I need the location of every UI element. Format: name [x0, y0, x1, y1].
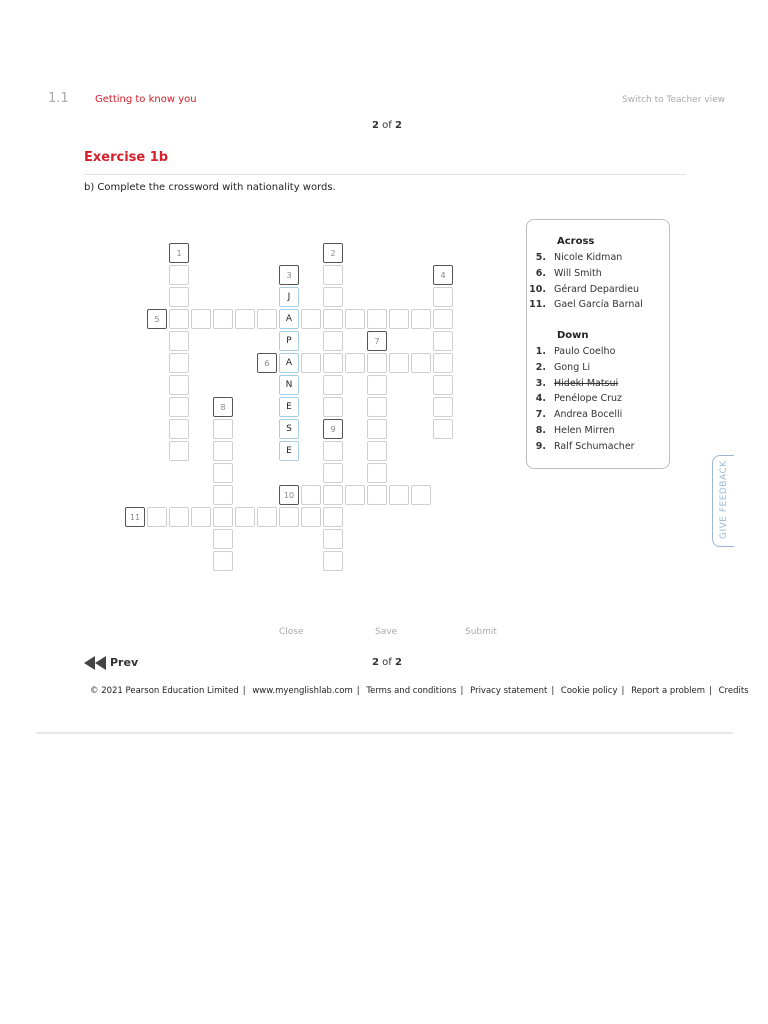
unit-number: 1.1	[48, 91, 69, 106]
crossword-cell-10[interactable]: 10	[279, 485, 299, 505]
crossword-cell[interactable]	[213, 441, 233, 461]
unit-title-link[interactable]: Getting to know you	[95, 94, 197, 105]
crossword-cell[interactable]: J	[279, 287, 299, 307]
page-current: 2	[372, 657, 379, 668]
footer-link-privacy[interactable]: Privacy statement	[470, 686, 548, 696]
page-indicator-top	[372, 120, 402, 131]
down-clue	[527, 441, 671, 455]
crossword-cell[interactable]	[301, 485, 321, 505]
clue-number: 1.	[535, 346, 546, 357]
crossword-cell[interactable]	[323, 485, 343, 505]
crossword-cell[interactable]: A	[279, 309, 299, 329]
close-button[interactable]: Close	[279, 627, 304, 637]
crossword-cell[interactable]	[213, 419, 233, 439]
crossword-cell[interactable]	[389, 353, 409, 373]
across-clue	[527, 252, 671, 266]
crossword-cell[interactable]	[257, 507, 277, 527]
crossword-cell[interactable]	[323, 507, 343, 527]
crossword-cell[interactable]	[323, 265, 343, 285]
crossword-cell[interactable]	[323, 353, 343, 373]
clue-number: 5.	[535, 252, 546, 263]
crossword-cell[interactable]	[147, 507, 167, 527]
footer-link-report[interactable]: Report a problem	[631, 686, 706, 696]
page-indicator-bottom	[372, 657, 402, 668]
crossword-cell[interactable]	[301, 309, 321, 329]
clue-number: 3.	[535, 377, 546, 389]
crossword-cell[interactable]	[411, 353, 431, 373]
page-of: of	[382, 120, 392, 131]
crossword-cell-8[interactable]: 8	[213, 397, 233, 417]
crossword-cell[interactable]	[433, 309, 453, 329]
crossword-cell[interactable]	[367, 309, 387, 329]
crossword-cell-1[interactable]: 1	[169, 243, 189, 263]
crossword-cell-2[interactable]: 2	[323, 243, 343, 263]
crossword-cell[interactable]	[367, 353, 387, 373]
crossword-cell[interactable]	[169, 309, 189, 329]
crossword-cell[interactable]	[213, 551, 233, 571]
crossword-cell[interactable]	[235, 309, 255, 329]
crossword-cell[interactable]	[323, 331, 343, 351]
crossword-cell-4[interactable]: 4	[433, 265, 453, 285]
crossword-cell[interactable]	[367, 485, 387, 505]
rewind-icon[interactable]	[83, 655, 107, 671]
crossword-cell[interactable]	[169, 331, 189, 351]
crossword-cell[interactable]	[169, 375, 189, 395]
crossword-cell[interactable]: A	[279, 353, 299, 373]
clue-number: 11.	[529, 299, 546, 311]
crossword-cell[interactable]	[433, 419, 453, 439]
page-total: 2	[394, 120, 402, 131]
clue-number: 4.	[535, 393, 546, 405]
crossword-cell[interactable]	[433, 331, 453, 351]
crossword-cell[interactable]	[323, 551, 343, 571]
crossword-cell[interactable]	[191, 309, 211, 329]
crossword-cell[interactable]	[411, 485, 431, 505]
exercise-instruction: b) Complete the crossword with nationality words.	[84, 182, 336, 193]
crossword-cell[interactable]: P	[279, 331, 299, 351]
clue-text: Andrea Bocelli	[554, 409, 623, 421]
crossword-cell[interactable]	[367, 397, 387, 417]
crossword-cell[interactable]	[389, 309, 409, 329]
crossword-cell[interactable]	[191, 507, 211, 527]
crossword-cell-7[interactable]: 7	[367, 331, 387, 351]
crossword-cell[interactable]	[433, 353, 453, 373]
crossword-cell[interactable]	[367, 375, 387, 395]
down-clue	[527, 425, 671, 439]
footer-link-terms[interactable]: Terms and conditions	[366, 686, 457, 696]
exercise-title: Exercise 1b	[84, 150, 169, 165]
crossword-cell-9[interactable]: 9	[323, 419, 343, 439]
crossword-cell[interactable]	[323, 463, 343, 483]
footer-links: © 2021 Pearson Education Limited | www.myenglishlab.com | Terms and conditions | Privacy statement | Cookie policy | Report a problem | Credits	[90, 686, 749, 696]
footer-link-cookies[interactable]: Cookie policy	[560, 686, 618, 696]
crossword-cell[interactable]	[301, 353, 321, 373]
clue-number: 8.	[535, 425, 546, 436]
copyright-text: © 2021 Pearson Education Limited	[90, 686, 239, 696]
give-feedback-label[interactable]: GIVE FEEDBACK	[719, 460, 729, 539]
across-clue	[527, 299, 671, 313]
down-clue	[527, 409, 671, 423]
crossword-cell[interactable]: E	[279, 397, 299, 417]
crossword-cell-11[interactable]: 11	[125, 507, 145, 527]
clue-text: Helen Mirren	[554, 425, 615, 436]
clue-text: Hideki Matsui	[554, 377, 619, 389]
crossword-cell[interactable]	[169, 353, 189, 373]
crossword-cell[interactable]: N	[279, 375, 299, 395]
crossword-cell[interactable]	[169, 441, 189, 461]
crossword-cell[interactable]	[345, 309, 365, 329]
clues-panel	[526, 219, 670, 469]
clue-text: Paulo Coelho	[554, 346, 616, 357]
switch-teacher-view-link[interactable]: Switch to Teacher view	[622, 95, 726, 105]
clue-text: Nicole Kidman	[554, 252, 623, 263]
clue-text: Penélope Cruz	[554, 393, 622, 405]
clue-text: Gong Li	[554, 361, 591, 373]
crossword-cell[interactable]	[367, 419, 387, 439]
crossword-cell[interactable]	[169, 287, 189, 307]
page-total: 2	[394, 657, 402, 668]
clue-number: 2.	[535, 361, 546, 373]
crossword-cell[interactable]	[213, 507, 233, 527]
crossword-cell[interactable]: S	[279, 419, 299, 439]
crossword-cell[interactable]: E	[279, 441, 299, 461]
down-clue	[527, 346, 671, 360]
across-heading: Across	[557, 236, 595, 247]
page-of: of	[382, 657, 392, 668]
page-current: 2	[372, 120, 379, 131]
down-clue	[527, 362, 671, 376]
down-clue	[527, 378, 671, 392]
submit-button[interactable]: Submit	[465, 627, 497, 637]
crossword-cell[interactable]	[323, 375, 343, 395]
crossword-cell-6[interactable]: 6	[257, 353, 277, 373]
crossword-cell[interactable]	[323, 397, 343, 417]
crossword-cell[interactable]	[257, 309, 277, 329]
crossword-cell[interactable]	[169, 397, 189, 417]
clue-text: Will Smith	[554, 267, 602, 279]
crossword-cell[interactable]	[411, 309, 431, 329]
crossword-cell[interactable]	[345, 485, 365, 505]
crossword-cell[interactable]	[213, 529, 233, 549]
crossword-cell[interactable]	[367, 441, 387, 461]
footer-link-credits[interactable]: Credits	[718, 686, 749, 696]
clue-number: 6.	[535, 267, 546, 279]
across-clue	[527, 284, 671, 298]
crossword-cell[interactable]	[235, 507, 255, 527]
crossword-cell[interactable]	[279, 507, 299, 527]
across-clue	[527, 268, 671, 282]
page-bottom-divider	[36, 732, 733, 734]
crossword-cell[interactable]	[345, 353, 365, 373]
crossword-cell-3[interactable]: 3	[279, 265, 299, 285]
crossword-cell[interactable]	[301, 507, 321, 527]
crossword-cell[interactable]	[323, 529, 343, 549]
crossword-cell[interactable]	[213, 309, 233, 329]
clue-number: 9.	[535, 440, 546, 452]
footer-link-site[interactable]: www.myenglishlab.com	[252, 686, 353, 696]
crossword-cell[interactable]	[433, 397, 453, 417]
clue-text: Gérard Depardieu	[554, 283, 640, 295]
crossword-cell[interactable]	[323, 287, 343, 307]
down-heading: Down	[557, 330, 589, 341]
crossword-cell-5[interactable]: 5	[147, 309, 167, 329]
down-clue	[527, 393, 671, 407]
divider	[84, 174, 686, 175]
clue-number: 10.	[529, 283, 546, 295]
clue-text: Ralf Schumacher	[554, 440, 635, 452]
crossword-cell[interactable]	[213, 463, 233, 483]
crossword-cell[interactable]	[323, 309, 343, 329]
clue-text: Gael García Barnal	[554, 299, 643, 311]
crossword-cell[interactable]	[169, 419, 189, 439]
clue-number: 7.	[535, 409, 546, 421]
crossword-cell[interactable]	[213, 485, 233, 505]
save-button[interactable]: Save	[375, 627, 398, 637]
crossword-cell[interactable]	[389, 485, 409, 505]
crossword-cell[interactable]	[433, 287, 453, 307]
crossword-cell[interactable]	[323, 441, 343, 461]
crossword-cell[interactable]	[367, 463, 387, 483]
crossword-cell[interactable]	[433, 375, 453, 395]
crossword-cell[interactable]	[169, 507, 189, 527]
crossword-cell[interactable]	[169, 265, 189, 285]
prev-button[interactable]: Prev	[110, 656, 139, 669]
